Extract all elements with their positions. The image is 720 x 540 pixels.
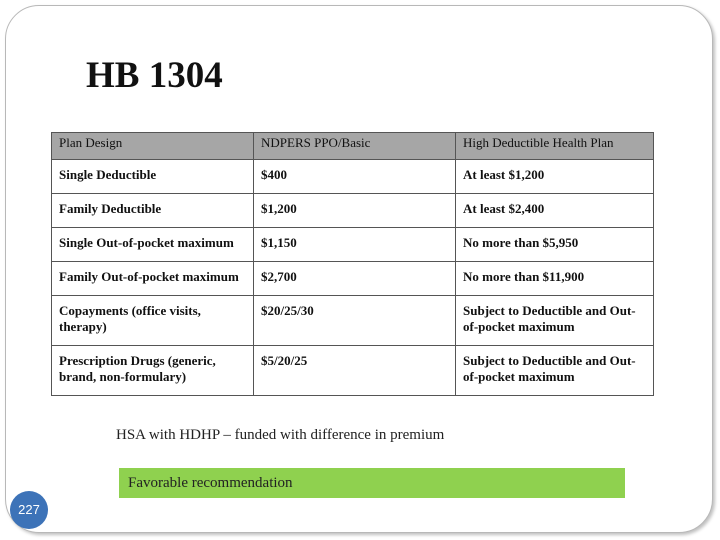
slide-title: HB 1304 [86, 55, 223, 96]
table-row [52, 262, 654, 296]
table-row [52, 346, 654, 396]
header-hdhp: High Deductible Health Plan [456, 133, 654, 160]
row-label: Prescription Drugs (generic, brand, non-formulary) [52, 346, 254, 396]
hdhp-value: No more than $5,950 [456, 228, 654, 262]
ppo-value: $5/20/25 [254, 346, 456, 396]
table-row [52, 228, 654, 262]
plan-comparison-table [51, 132, 654, 396]
hsa-note: HSA with HDHP – funded with difference in premium [116, 427, 445, 443]
hdhp-value: At least $2,400 [456, 194, 654, 228]
header-plan-design: Plan Design [52, 133, 254, 160]
slide-frame [5, 5, 713, 533]
ppo-value: $1,200 [254, 194, 456, 228]
row-label: Family Deductible [52, 194, 254, 228]
row-label: Single Deductible [52, 160, 254, 194]
hdhp-value: No more than $11,900 [456, 262, 654, 296]
header-ndpers-ppo: NDPERS PPO/Basic [254, 133, 456, 160]
table-row [52, 160, 654, 194]
hdhp-value: Subject to Deductible and Out-of-pocket maximum [456, 296, 654, 346]
hdhp-value: Subject to Deductible and Out-of-pocket maximum [456, 346, 654, 396]
ppo-value: $2,700 [254, 262, 456, 296]
row-label: Copayments (office visits, therapy) [52, 296, 254, 346]
page-number-badge: 227 [10, 491, 48, 529]
ppo-value: $400 [254, 160, 456, 194]
row-label: Family Out-of-pocket maximum [52, 262, 254, 296]
row-label: Single Out-of-pocket maximum [52, 228, 254, 262]
table-row [52, 194, 654, 228]
hdhp-value: At least $1,200 [456, 160, 654, 194]
recommendation-banner: Favorable recommendation [119, 468, 625, 498]
ppo-value: $1,150 [254, 228, 456, 262]
ppo-value: $20/25/30 [254, 296, 456, 346]
table-row [52, 296, 654, 346]
table-header-row [52, 133, 654, 160]
